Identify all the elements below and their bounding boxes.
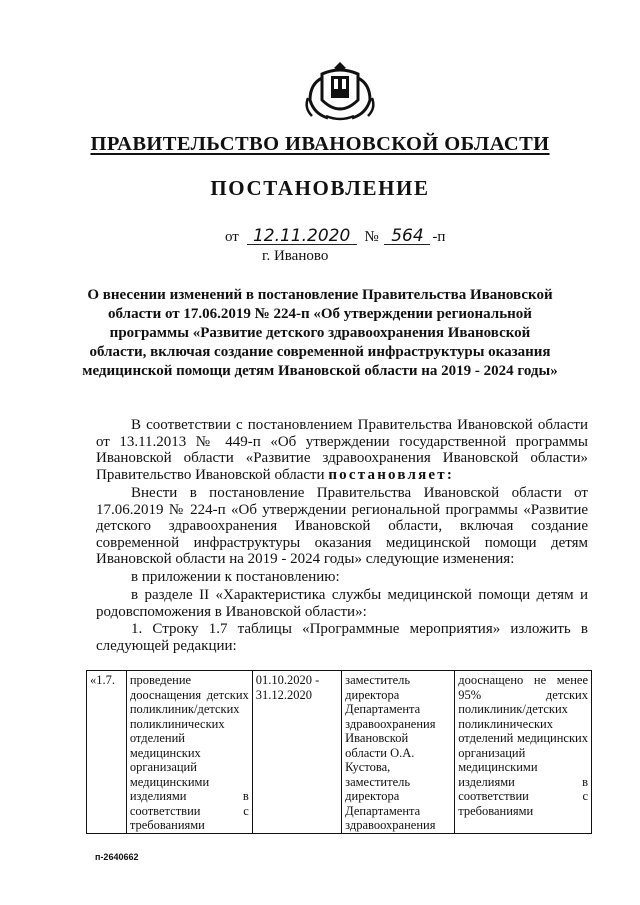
handwritten-number: 564 bbox=[384, 228, 430, 245]
cell-activity: проведение дооснащения детских поликлиник/детских поликлинических отделений медицинских организаций медицинскими изделиями в соответствии с требованиями bbox=[126, 671, 252, 834]
city: г. Иваново bbox=[262, 248, 329, 264]
resolves-word: постановляет: bbox=[328, 466, 455, 483]
program-activities-table bbox=[86, 670, 592, 834]
government-title: ПРАВИТЕЛЬСТВО ИВАНОВСКОЙ ОБЛАСТИ bbox=[90, 133, 550, 155]
paragraph-row-instruction: 1. Строку 1.7 таблицы «Программные мероприятия» изложить в следующей редакции: bbox=[96, 621, 588, 654]
document-subject: О внесении изменений в постановление Правительства Ивановской области от 17.06.2019 № 224-п «Об утверждении региональной программы «Развитие детского здравоохранения Ивановской области, включая создание современной инфраструктуры оказания медицинской помощи детям Ивановской области на 2019 - 2024 годы» bbox=[82, 287, 558, 379]
coat-of-arms-emblem bbox=[300, 58, 380, 122]
cell-responsible: заместитель директора Департамента здравоохранения Ивановской области О.А. Кустова, заместитель директора Департамента здравоохранения bbox=[342, 671, 455, 834]
cell-dates: 01.10.2020 - 31.12.2020 bbox=[252, 671, 341, 834]
document-code: п-2640662 bbox=[95, 852, 139, 862]
dateline-from: от bbox=[225, 229, 239, 245]
paragraph-basis-text: В соответствии с постановлением Правительства Ивановской области от 13.11.2013 № 449-п «Об утверждении государственной программы Ивановской области «Развитие здравоохранения Ивановской области» Правительство Ивановской области bbox=[96, 417, 588, 483]
paragraph-amend: Внести в постановление Правительства Ивановской области от 17.06.2019 № 224-п «Об утверждении региональной программы «Развитие детского здравоохранения Ивановской области, включая создание современной инфраструктуры оказания медицинской помощи детям Ивановской области на 2019 - 2024 годы» следующие изменения: bbox=[96, 485, 588, 567]
table-row bbox=[87, 671, 592, 834]
dateline-suffix: -п bbox=[432, 229, 446, 245]
dateline-number-sign: № bbox=[364, 229, 379, 245]
paragraph-appendix: в приложении к постановлению: bbox=[131, 569, 340, 585]
paragraph-section: в разделе II «Характеристика службы медицинской помощи детям и родовспоможения в Ивановской области»: bbox=[96, 587, 588, 620]
handwritten-date: 12.11.2020 bbox=[247, 228, 357, 245]
document-type: ПОСТАНОВЛЕНИЕ bbox=[210, 176, 430, 200]
dateline bbox=[225, 228, 445, 246]
paragraph-basis bbox=[96, 417, 588, 483]
cell-result: дооснащено не менее 95% детских поликлиник/детских поликлинических отделений медицинских организаций медицинскими изделиями в соответствии с требованиями bbox=[455, 671, 592, 834]
cell-number: «1.7. bbox=[87, 671, 127, 834]
